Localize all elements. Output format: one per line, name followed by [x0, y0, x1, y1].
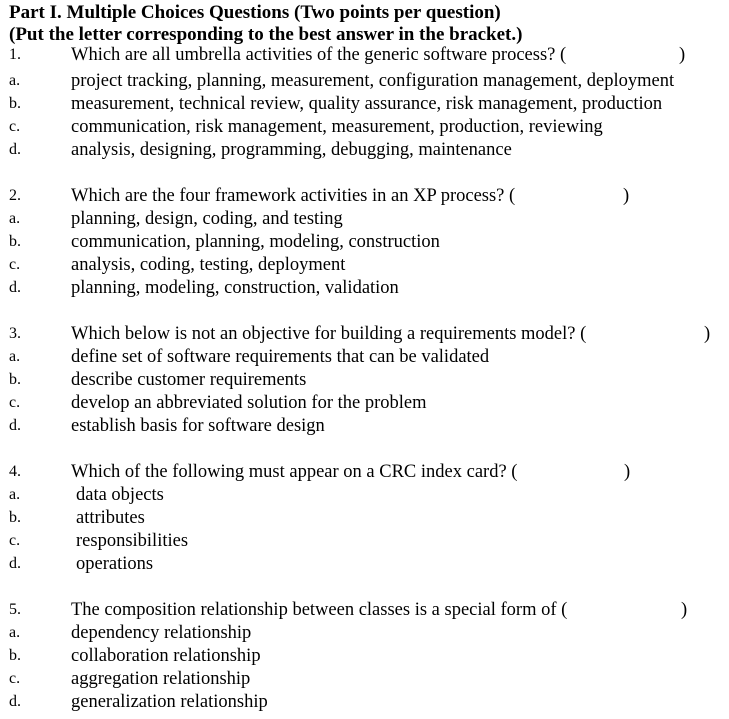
option-text: analysis, coding, testing, deployment — [71, 255, 346, 275]
option-letter: a. — [9, 348, 21, 365]
answer-bracket-close: ) — [623, 186, 630, 206]
option-letter: b. — [9, 233, 21, 250]
answer-bracket-close: ) — [679, 45, 686, 65]
option-text: establish basis for software design — [71, 416, 325, 436]
question-number: 4. — [9, 463, 21, 480]
option-text: communication, risk management, measurement, production, reviewing — [71, 117, 603, 137]
option-letter: d. — [9, 693, 21, 710]
option-letter: b. — [9, 95, 21, 112]
question-number: 2. — [9, 187, 21, 204]
question-text: Which of the following must appear on a CRC index card? ( — [71, 462, 518, 482]
option-letter: c. — [9, 118, 21, 135]
option-text: generalization relationship — [71, 692, 268, 712]
option-text: responsibilities — [76, 531, 189, 551]
question-number: 5. — [9, 601, 21, 618]
option-text: develop an abbreviated solution for the problem — [71, 393, 427, 413]
option-letter: a. — [9, 486, 21, 503]
option-letter: b. — [9, 509, 21, 526]
option-text: aggregation relationship — [71, 669, 251, 689]
option-text: project tracking, planning, measurement, configuration management, deployment — [71, 71, 675, 91]
option-text: analysis, designing, programming, debugging, maintenance — [71, 140, 512, 160]
option-letter: a. — [9, 72, 21, 89]
option-text: define set of software requirements that can be validated — [71, 347, 490, 367]
option-letter: c. — [9, 394, 21, 411]
option-text: planning, design, coding, and testing — [71, 209, 343, 229]
option-letter: a. — [9, 210, 21, 227]
answer-bracket-close: ) — [624, 462, 631, 482]
question-number: 1. — [9, 46, 21, 63]
question-text: Which are the four framework activities in an XP process? ( — [71, 186, 516, 206]
option-letter: c. — [9, 532, 21, 549]
option-text: describe customer requirements — [71, 370, 307, 390]
question-text: Which are all umbrella activities of the generic software process? ( — [71, 45, 567, 65]
option-text: planning, modeling, construction, validation — [71, 278, 399, 298]
option-text: attributes — [76, 508, 145, 528]
option-letter: d. — [9, 279, 21, 296]
section-title: Part I. Multiple Choices Questions (Two points per question) — [9, 2, 501, 23]
option-text: data objects — [76, 485, 164, 505]
answer-bracket-close: ) — [704, 324, 711, 344]
option-letter: b. — [9, 647, 21, 664]
option-letter: c. — [9, 256, 21, 273]
option-text: operations — [76, 554, 154, 574]
question-text: Which below is not an objective for building a requirements model? ( — [71, 324, 587, 344]
option-text: dependency relationship — [71, 623, 252, 643]
option-letter: d. — [9, 141, 21, 158]
option-letter: b. — [9, 371, 21, 388]
question-text: The composition relationship between classes is a special form of ( — [71, 600, 568, 620]
section-instruction: (Put the letter corresponding to the best answer in the bracket.) — [9, 24, 523, 45]
option-text: communication, planning, modeling, construction — [71, 232, 440, 252]
answer-bracket-close: ) — [681, 600, 688, 620]
option-letter: a. — [9, 624, 21, 641]
option-letter: c. — [9, 670, 21, 687]
option-text: measurement, technical review, quality assurance, risk management, production — [71, 94, 663, 114]
question-number: 3. — [9, 325, 21, 342]
option-letter: d. — [9, 417, 21, 434]
option-letter: d. — [9, 555, 21, 572]
option-text: collaboration relationship — [71, 646, 261, 666]
